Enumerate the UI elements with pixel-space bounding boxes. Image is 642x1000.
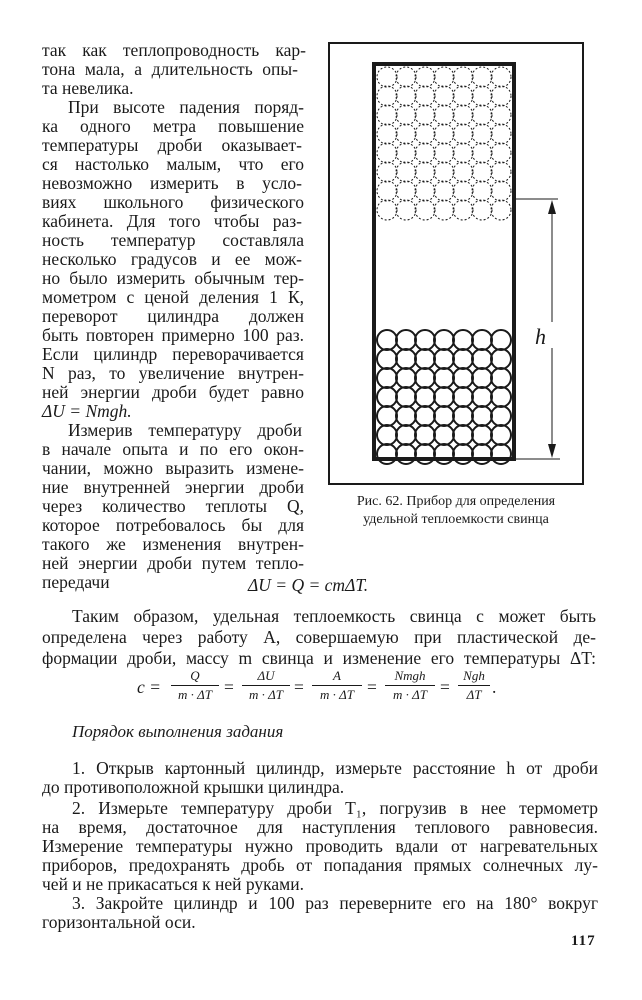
shot-pellet-top [453, 162, 473, 182]
fraction-den: m · ΔT [178, 687, 212, 702]
shot-pellet-top [434, 105, 454, 125]
fraction-den: m · ΔT [320, 687, 354, 702]
shot-pellet-bottom [415, 406, 435, 426]
column-line: При высоте падения поряд- [68, 97, 304, 117]
arrow-head-up [548, 200, 556, 214]
shot-pellet-bottom [377, 425, 397, 445]
shot-pellet-top [491, 86, 511, 106]
shot-pellet-bottom [396, 330, 416, 350]
column-line: чании, можно выразить измене- [42, 458, 304, 478]
formula-end: . [492, 677, 497, 697]
shot-pellet-bottom [472, 387, 492, 407]
shot-pellet-top [472, 200, 492, 220]
shot-pellet-top [491, 105, 511, 125]
shot-pellet-bottom [472, 406, 492, 426]
column-line: ка одного метра повышение [42, 116, 304, 136]
shot-pellet-top [377, 181, 397, 201]
shot-top-dashed [377, 67, 511, 220]
shot-pellet-bottom [434, 349, 454, 369]
shot-pellet-top [472, 181, 492, 201]
shot-pellet-bottom [415, 330, 435, 350]
equals-sign: = [294, 677, 304, 697]
shot-pellet-top [434, 67, 454, 87]
fraction-den: ΔT [466, 687, 482, 702]
shot-pellet-top [434, 181, 454, 201]
formula-energy: ΔU = Q = cmΔT. [248, 575, 369, 595]
column-line: мометром с ценой деления 1 К, [42, 287, 304, 307]
shot-pellet-bottom [453, 406, 473, 426]
shot-pellet-bottom [377, 368, 397, 388]
shot-pellet-top [453, 200, 473, 220]
equals-sign: = [440, 677, 450, 697]
column-line: температуры дроби оказывает- [42, 135, 302, 155]
shot-pellet-top [377, 124, 397, 144]
shot-pellet-top [453, 181, 473, 201]
column-line: виях школьного физического [42, 192, 304, 212]
column-line: ся настолько малым, что его [42, 154, 304, 174]
shot-pellet-bottom [491, 425, 511, 445]
shot-pellet-bottom [396, 387, 416, 407]
column-line: переворот цилиндра должен [42, 306, 304, 326]
figure-caption-line2: удельной теплоемкости свинца [363, 512, 549, 527]
shot-pellet-bottom [491, 349, 511, 369]
shot-pellet-bottom [434, 425, 454, 445]
shot-pellet-bottom [377, 387, 397, 407]
column-line: N раз, то увеличение внутрен- [42, 363, 304, 383]
shot-pellet-bottom [377, 330, 397, 350]
shot-pellet-bottom [396, 425, 416, 445]
shot-pellet-bottom [453, 330, 473, 350]
shot-pellet-top [434, 200, 454, 220]
fraction-den: m · ΔT [393, 687, 427, 702]
shot-pellet-top [415, 86, 435, 106]
shot-pellet-top [396, 67, 416, 87]
shot-pellet-top [491, 162, 511, 182]
shot-pellet-top [472, 124, 492, 144]
shot-pellet-top [472, 67, 492, 87]
shot-bottom-solid [377, 330, 511, 464]
column-line: такого же изменения внутрен- [42, 534, 304, 554]
shot-pellet-top [396, 162, 416, 182]
shot-pellet-top [434, 162, 454, 182]
shot-pellet-bottom [472, 368, 492, 388]
section-heading: Порядок выполнения задания [72, 722, 284, 741]
shot-pellet-top [415, 105, 435, 125]
equals-sign: = [367, 677, 377, 697]
fraction-num: A [312, 668, 362, 686]
step-line: чей и не прикасаться к ней руками. [42, 874, 304, 894]
column-line: которое потребовалось бы для [42, 515, 304, 535]
shot-pellet-top [434, 124, 454, 144]
column-line: та невелика. [42, 78, 134, 98]
step-line: 2. Измерьте температуру дроби T₁, погрузив в нее термометр [72, 798, 598, 818]
column-line: тона мала, а длительность опы- [42, 59, 298, 79]
fraction [458, 668, 490, 703]
equals-sign: = [224, 677, 234, 697]
shot-pellet-top [415, 143, 435, 163]
shot-pellet-bottom [434, 406, 454, 426]
shot-pellet-bottom [415, 349, 435, 369]
shot-pellet-top [453, 86, 473, 106]
column-line: Если цилиндр переворачивается [42, 344, 304, 364]
shot-pellet-top [472, 143, 492, 163]
shot-pellet-top [377, 200, 397, 220]
shot-pellet-bottom [453, 349, 473, 369]
shot-pellet-top [453, 124, 473, 144]
fraction-num: Q [171, 668, 219, 686]
shot-pellet-bottom [491, 330, 511, 350]
shot-pellet-top [377, 162, 397, 182]
shot-pellet-bottom [453, 387, 473, 407]
column-line: несколько градусов и ее мож- [42, 249, 302, 269]
shot-pellet-bottom [415, 368, 435, 388]
shot-pellet-top [453, 143, 473, 163]
wide-line: Таким образом, удельная теплоемкость свинца c может быть [72, 606, 596, 626]
wide-line: формации дроби, массу m свинца и изменение его температуры ΔT: [42, 648, 596, 668]
shot-pellet-top [415, 124, 435, 144]
shot-pellet-top [415, 181, 435, 201]
column-line: ней энергии дроби путем тепло- [42, 553, 304, 573]
arrow-head-down [548, 444, 556, 458]
column-line: кабинета. Для того чтобы раз- [42, 211, 302, 231]
shot-pellet-top [415, 200, 435, 220]
shot-pellet-top [472, 162, 492, 182]
shot-pellet-bottom [415, 387, 435, 407]
column-line: так как теплопроводность кар- [42, 40, 306, 60]
shot-pellet-bottom [434, 330, 454, 350]
step-line: приборов, предохранять дробь от попадания прямых солнечных лу- [42, 855, 598, 875]
column-line: невозможно измерить в усло- [42, 173, 302, 193]
formula-lhs: c = [137, 677, 161, 697]
shot-pellet-bottom [377, 349, 397, 369]
figure-caption-line1: Рис. 62. Прибор для определения [356, 494, 556, 509]
shot-pellet-top [396, 105, 416, 125]
fraction-num: Nmgh [385, 668, 435, 686]
column-line: ней энергии дроби будет равно [42, 382, 304, 402]
step-line: Измерение температуры нужно проводить вдали от нагревательных [42, 836, 598, 856]
column-line: быть повторен примерно 100 раз. [42, 325, 304, 345]
column-line: передачи [42, 572, 110, 592]
column-line: Измерив температуру дроби [68, 420, 302, 440]
step-line: до противоположной крышки цилиндра. [42, 777, 345, 797]
shot-pellet-bottom [472, 330, 492, 350]
shot-pellet-top [396, 181, 416, 201]
shot-pellet-top [491, 143, 511, 163]
step-line: 3. Закройте цилиндр и 100 раз переверните его на 180° вокруг [72, 893, 598, 913]
height-label: h [535, 324, 546, 349]
shot-pellet-top [415, 67, 435, 87]
shot-pellet-bottom [396, 406, 416, 426]
fraction [312, 668, 362, 703]
fraction [385, 668, 435, 703]
shot-pellet-top [396, 200, 416, 220]
step-line: горизонтальной оси. [42, 912, 196, 932]
wide-line: определена через работу A, совершаемую при пластической де- [42, 627, 596, 647]
shot-pellet-bottom [434, 387, 454, 407]
page-number: 117 [571, 933, 596, 949]
shot-pellet-top [453, 105, 473, 125]
shot-pellet-top [377, 143, 397, 163]
column-line: ность температур составляла [42, 230, 304, 250]
apparatus-figure [328, 42, 584, 485]
cylinder-outline [374, 64, 514, 459]
shot-pellet-top [453, 67, 473, 87]
shot-pellet-top [491, 124, 511, 144]
shot-pellet-top [491, 67, 511, 87]
column-line: ние внутренней энергии дроби [42, 477, 304, 497]
shot-pellet-top [491, 181, 511, 201]
shot-pellet-top [377, 67, 397, 87]
shot-pellet-bottom [377, 406, 397, 426]
shot-pellet-top [396, 86, 416, 106]
column-line: но было измерить обычным тер- [42, 268, 304, 288]
shot-pellet-top [434, 143, 454, 163]
shot-pellet-top [377, 86, 397, 106]
fraction [242, 668, 290, 703]
fraction-den: m · ΔT [249, 687, 283, 702]
column-line: ΔU = Nmgh. [42, 401, 132, 421]
shot-pellet-bottom [453, 368, 473, 388]
step-line: на время, достаточное для наступления теплового равновесия. [42, 817, 598, 837]
shot-pellet-bottom [396, 349, 416, 369]
shot-pellet-bottom [472, 425, 492, 445]
shot-pellet-bottom [453, 425, 473, 445]
shot-pellet-top [396, 143, 416, 163]
fraction [171, 668, 219, 703]
column-line: в начале опыта и по его окон- [42, 439, 304, 459]
shot-pellet-bottom [434, 368, 454, 388]
shot-pellet-top [377, 105, 397, 125]
fraction-num: ΔU [242, 668, 290, 686]
shot-pellet-bottom [396, 368, 416, 388]
shot-pellet-top [472, 86, 492, 106]
fraction-num: Ngh [458, 668, 490, 686]
shot-pellet-bottom [472, 349, 492, 369]
shot-pellet-bottom [491, 387, 511, 407]
shot-pellet-bottom [491, 368, 511, 388]
step-line: 1. Открыв картонный цилиндр, измерьте расстояние h от дроби [72, 758, 598, 778]
shot-pellet-top [396, 124, 416, 144]
shot-pellet-top [415, 162, 435, 182]
shot-pellet-top [491, 200, 511, 220]
shot-pellet-top [472, 105, 492, 125]
shot-pellet-bottom [491, 406, 511, 426]
column-line: через количество теплоты Q, [42, 496, 304, 516]
shot-pellet-bottom [415, 425, 435, 445]
shot-pellet-top [434, 86, 454, 106]
